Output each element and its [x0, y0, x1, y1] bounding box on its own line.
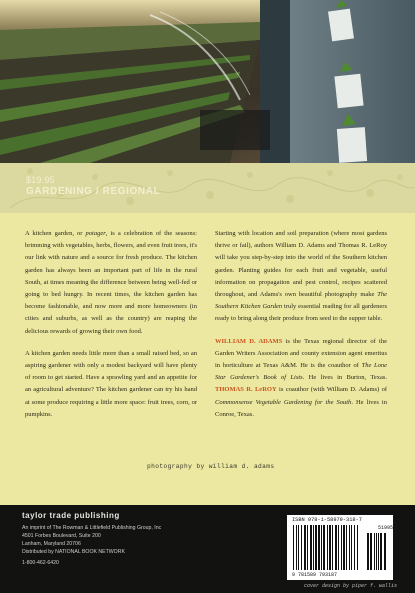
barcode-bar: [357, 525, 358, 570]
barcode-bar: [296, 525, 297, 570]
barcode-bar: [301, 525, 302, 570]
price-bar: [384, 533, 386, 570]
barcode-number: 9 781589 793187: [292, 572, 338, 578]
description-column-right: [215, 228, 387, 431]
price-code: 51995: [378, 525, 394, 531]
publisher-line: Lanham, Maryland 20706: [22, 541, 81, 547]
barcode-bar: [321, 525, 322, 570]
isbn-text: ISBN 978-1-58979-318-7: [292, 517, 362, 523]
barcode-bar: [315, 525, 317, 570]
price-bar: [380, 533, 382, 570]
design-credit: cover design by piper f. wallis: [304, 583, 398, 589]
photo-credit: photography by william d. adams: [147, 463, 275, 470]
barcode-bar: [343, 525, 345, 570]
author-name-adams: WILLIAM D. ADAMS: [215, 337, 283, 345]
barcode-bar: [346, 525, 347, 570]
barcode-bar: [327, 525, 328, 570]
barcode-bar: [341, 525, 342, 570]
barcode-bar: [351, 525, 352, 570]
barcode-bar: [313, 525, 314, 570]
barcode-bar: [338, 525, 339, 570]
barcode-bar: [318, 525, 320, 570]
barcode-bar: [304, 525, 306, 570]
publisher-line: An imprint of The Rowman & Littlefield Publishing Group, Inc: [22, 525, 162, 531]
author-bio: WILLIAM D. ADAMS is the Texas regional director of the Garden Writers Association and county extension agent emeritus in horticulture at Texas A&M. He is the coauthor of The Lone Star Gardener's Book of Lists. He lives in Burton, Texas. THOMAS R. LeROY is coauthor (with William D. Adams) of Commonsense Vegetable Gardening for the South. He lives in Conroe, Texas.: [215, 337, 388, 418]
price-bar: [378, 533, 379, 570]
barcode-bar: [349, 525, 350, 570]
barcode-bar: [332, 525, 333, 570]
intro-paragraph: A kitchen garden, or potager, is a celebration of the seasons: brimming with vegetables, herbs, flowers, and even fruit trees, it's our link with nature and a source for fresh produce. The kitchen garden has always been an important part of life in the rural South, at times meaning the difference between being well-fed or going to bed hungry. In recent times, the kitchen garden has become fashionable, and now more and more homeowners (in cities and suburbs, as well as the country) are reaping the delicious rewards of growing their own food.: [25, 230, 197, 335]
barcode-bar: [293, 525, 294, 570]
category-label: GARDENING / REGIONAL: [26, 186, 161, 197]
price-bar: [376, 533, 377, 570]
barcode-bar: [354, 525, 355, 570]
publisher-name: taylor trade publishing: [22, 511, 120, 520]
barcode-bar: [329, 525, 331, 570]
description-column-left: [25, 228, 197, 431]
barcode-bar: [335, 525, 337, 570]
author-name-leroy: THOMAS R. LeROY: [215, 386, 277, 394]
price-bar: [367, 533, 369, 570]
authors-intro-paragraph: Starting with location and soil preparation (where most gardens thrive or fail), authors William D. Adams and Thomas R. LeRoy will take you step-by-step into the world of the Southern kitchen garden. Planting guides for each fruit and vegetable, useful information on propagation and pest control, recipes scattered throughout, and Adams's own beautiful photography make The Southern Kitchen Garden truly essential reading for all gardeners ready to bring along their produce from seed to the supper table.: [215, 230, 387, 323]
publisher-line: Distributed by NATIONAL BOOK NETWORK: [22, 549, 125, 555]
publisher-line: 4501 Forbes Boulevard, Suite 200: [22, 533, 101, 539]
publisher-phone: 1-800-462-6420: [22, 560, 59, 566]
cover-photo: [0, 0, 415, 163]
barcode-bar: [307, 525, 308, 570]
price: $19.95: [26, 175, 55, 185]
barcode-bar: [310, 525, 312, 570]
barcode-bar: [323, 525, 325, 570]
price-bar: [374, 533, 375, 570]
price-bar: [370, 533, 372, 570]
second-paragraph: A kitchen garden needs little more than a small raised bed, so an aspiring gardener with only a modest backyard will have plenty of room to get started. Have a sprawling yard and an appetite for an agricultural adventure? The kitchen gardener can try his hand at some produce requiring a little more space: fruit trees, corn, or pumpkins.: [25, 349, 197, 418]
barcode-bar: [298, 525, 299, 570]
